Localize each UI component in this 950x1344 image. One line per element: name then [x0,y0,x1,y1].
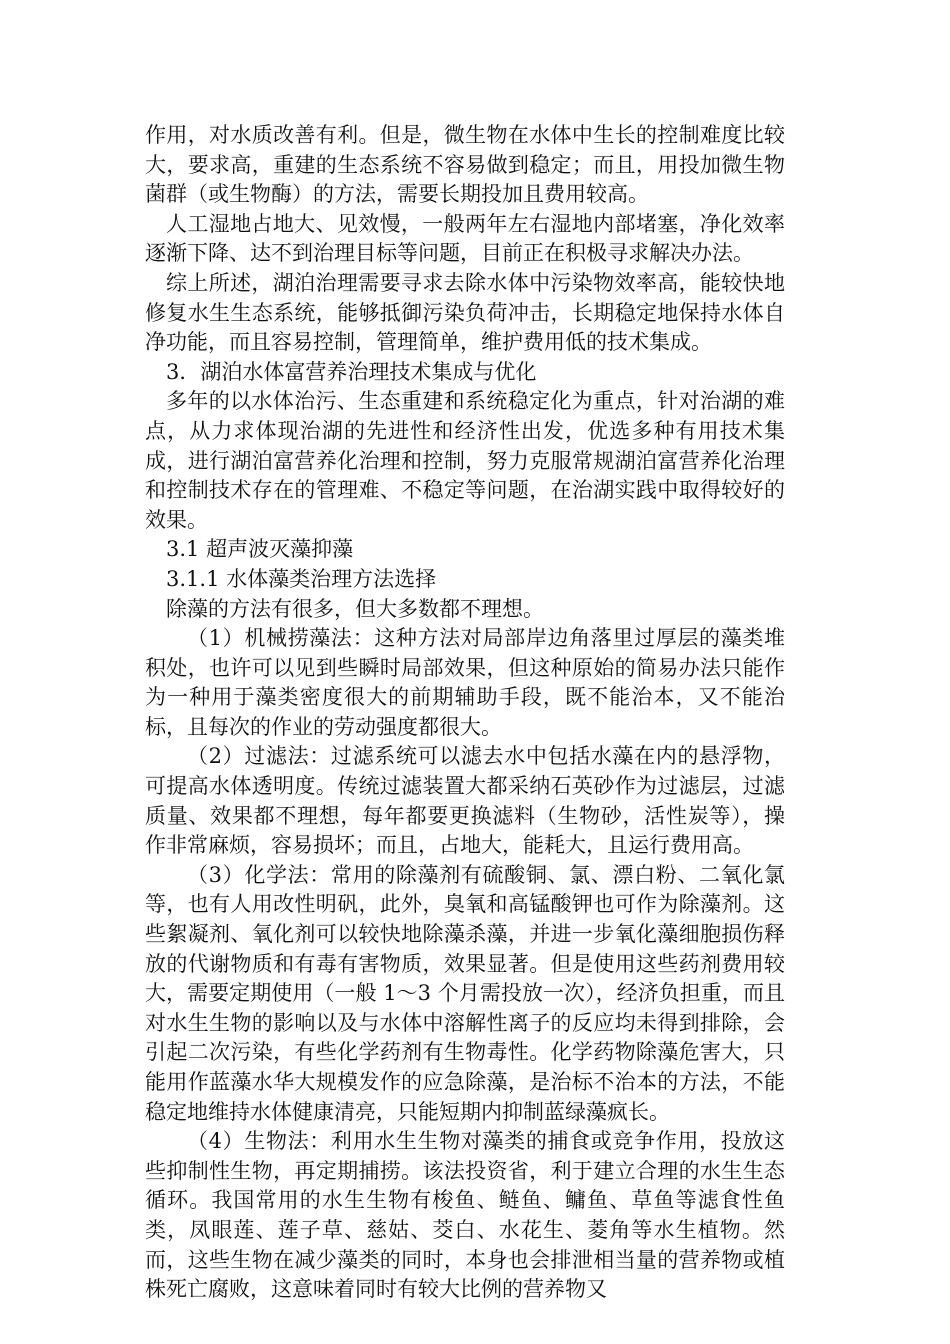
section-heading-3-1: 3.1 超声波灭藻抑藻 [166,537,354,562]
paragraph-continuation: 作用，对水质改善有利。但是，微生物在水体中生长的控制难度比较大，要求高，重建的生态系统不容易做到稳定；而且，用投加微生物菌群（或生物酶）的方法，需要长期投加且费用较高。 [145,123,785,207]
paragraph-biological-method: （4）生物法：利用水生生物对藻类的捕食或竞争作用，投放这些抑制性生物，再定期捕捞。该法投资省，利于建立合理的水生生态循环。我国常用的水生生物有梭鱼、鲢鱼、鳙鱼、草鱼等滤食性鱼类，凤眼莲、莲子草、慈姑、茭白、水花生、菱角等水生植物。然而，这些生物在减少藻类的同时，本身也会排泄相当量的营养物或植株死亡腐败，这意味着同时有较大比例的营养物又 [145,1129,785,1302]
section-heading-3: 3．湖泊水体富营养治理技术集成与优化 [166,359,537,384]
paragraph-filtration-method: （2）过滤法：过滤系统可以滤去水中包括水藻在内的悬浮物，可提高水体透明度。传统过滤装置大都采纳石英砂作为过滤层，过滤质量、效果都不理想，每年都要更换滤料（生物砂，活性炭等），操作非常麻烦，容易损坏；而且，占地大，能耗大，且运行费用高。 [145,744,785,858]
paragraph-constructed-wetland: 人工湿地占地大、见效慢，一般两年左右湿地内部堵塞，净化效率逐渐下降、达不到治理目标等问题，目前正在积极寻求解决办法。 [145,211,785,266]
paragraph-chemical-method: （3）化学法：常用的除藻剂有硫酸铜、氯、漂白粉、二氧化氯等，也有人用改性明矾，此外，臭氧和高锰酸钾也可作为除藻剂。这些絮凝剂、氧化剂可以较快地除藻杀藻，并进一步氧化藻细胞损伤释放的代谢物质和有毒有害物质，效果显著。但是使用这些药剂费用较大，需要定期使用（一般 1～3 个月需投放一次），经济负担重，而且对水生生物的影响以及与水体中溶解性离子的反应均未得到排除，会引起二次污染，有些化学药剂有生物毒性。化学药物除藻危害大，只能用作蓝藻水华大规模发作的应急除藻，是治标不治本的方法，不能稳定地维持水体健康清亮，只能短期内抑制蓝绿藻疯长。 [145,862,785,1124]
paragraph-algae-methods-intro: 除藻的方法有很多，但大多数都不理想。 [166,596,544,621]
section-heading-3-1-1: 3.1.1 水体藻类治理方法选择 [166,566,437,591]
paragraph-integration: 多年的以水体治污、生态重建和系统稳定化为重点，针对治湖的难点，从力求体现治湖的先进性和经济性出发，优选多种有用技术集成，进行湖泊富营养化治理和控制，努力克服常规湖泊富营养化治理和控制技术存在的管理难、不稳定等问题，在治湖实践中取得较好的效果。 [145,389,785,532]
paragraph-summary: 综上所述，湖泊治理需要寻求去除水体中污染物效率高，能较快地修复水生生态系统，能够抵御污染负荷冲击，长期稳定地保持水体自净功能，而且容易控制，管理简单，维护费用低的技术集成。 [145,270,785,355]
paragraph-mechanical-method: （1）机械捞藻法：这种方法对局部岸边角落里过厚层的藻类堆积处，也许可以见到些瞬时局部效果，但这种原始的简易办法只能作为一种用于藻类密度很大的前期辅助手段，既不能治本，又不能治标，且每次的作业的劳动强度都很大。 [145,626,785,739]
document-body [145,121,785,1305]
